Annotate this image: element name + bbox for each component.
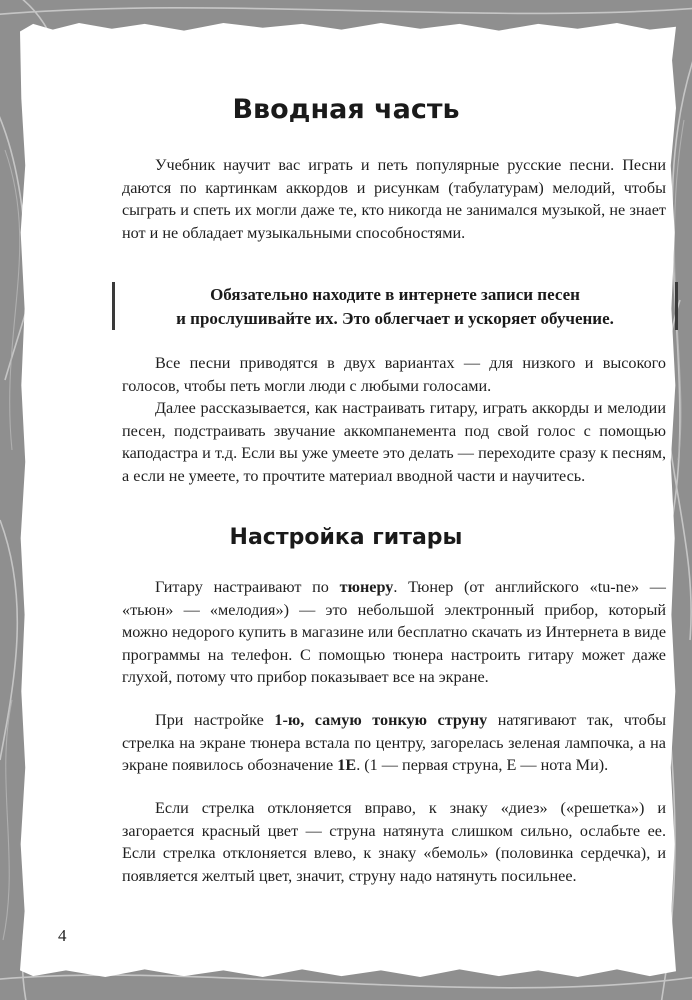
callout-line-2: и прослушивайте их. Это облегчает и ускоряет обучение. — [176, 309, 614, 328]
intro-paragraph: Учебник научит вас играть и петь популярные русские песни. Песни даются по картинкам аккордов и рисункам (табулатурам) мелодий, чтобы сыграть и спеть их могли даже те, кто никогда не занимался музыкой, не знает нот и не обладает музыкальными способностями. — [122, 156, 666, 242]
next-steps-paragraph: Далее рассказывается, как настраивать гитару, играть аккорды и мелодии песен, подстраивать звучание аккомпанемента под свой голос с помощью каподастра и т.д. Если вы уже умеете это делать — переходите сразу к песням, а если не умеете, то прочтите материал вводной части и научитесь. — [122, 399, 666, 485]
callout-left-bar — [112, 282, 115, 330]
callout-line-1: Обязательно находите в интернете записи песен — [210, 285, 580, 304]
page-number: 4 — [58, 926, 67, 945]
callout-box — [112, 282, 678, 332]
arrow-deviation-paragraph: Если стрелка отклоняется вправо, к знаку «диез» («решетка») и загорается красный цвет — струна натянута слишком сильно, ослабьте ее. Если стрелка отклоняется влево, к знаку «бемоль» (половинка сердечка), и появляется желтый цвет, значит, струну надо натянуть посильнее. — [122, 799, 666, 885]
first-string-paragraph: При настройке 1-ю, самую тонкую струну натягивают так, чтобы стрелка на экране тюнера встала по центру, загорелась зеленая лампочка, а на экране появилось обозначение 1Е. (1 — первая струна, Е — нота Ми). — [122, 711, 667, 775]
tuning-paragraph: Гитару настраивают по тюнеру. Тюнер (от английского «tu-ne» — «тьюн» — «мелодия») — это небольшой электронный прибор, который можно недорого купить в магазине или бесплатно скачать из Интернета в виде программы на телефон. С помощью тюнера настроить гитару может даже глухой, потому что прибор показывает все на экране. — [122, 578, 666, 687]
callout-right-bar — [675, 282, 678, 330]
section-title-intro: Вводная часть — [232, 94, 460, 125]
section-title-tuning: Настройка гитары — [229, 525, 463, 550]
variants-paragraph: Все песни приводятся в двух вариантах — для низкого и высокого голосов, чтобы петь могли люди с любыми голосами. — [122, 354, 666, 395]
